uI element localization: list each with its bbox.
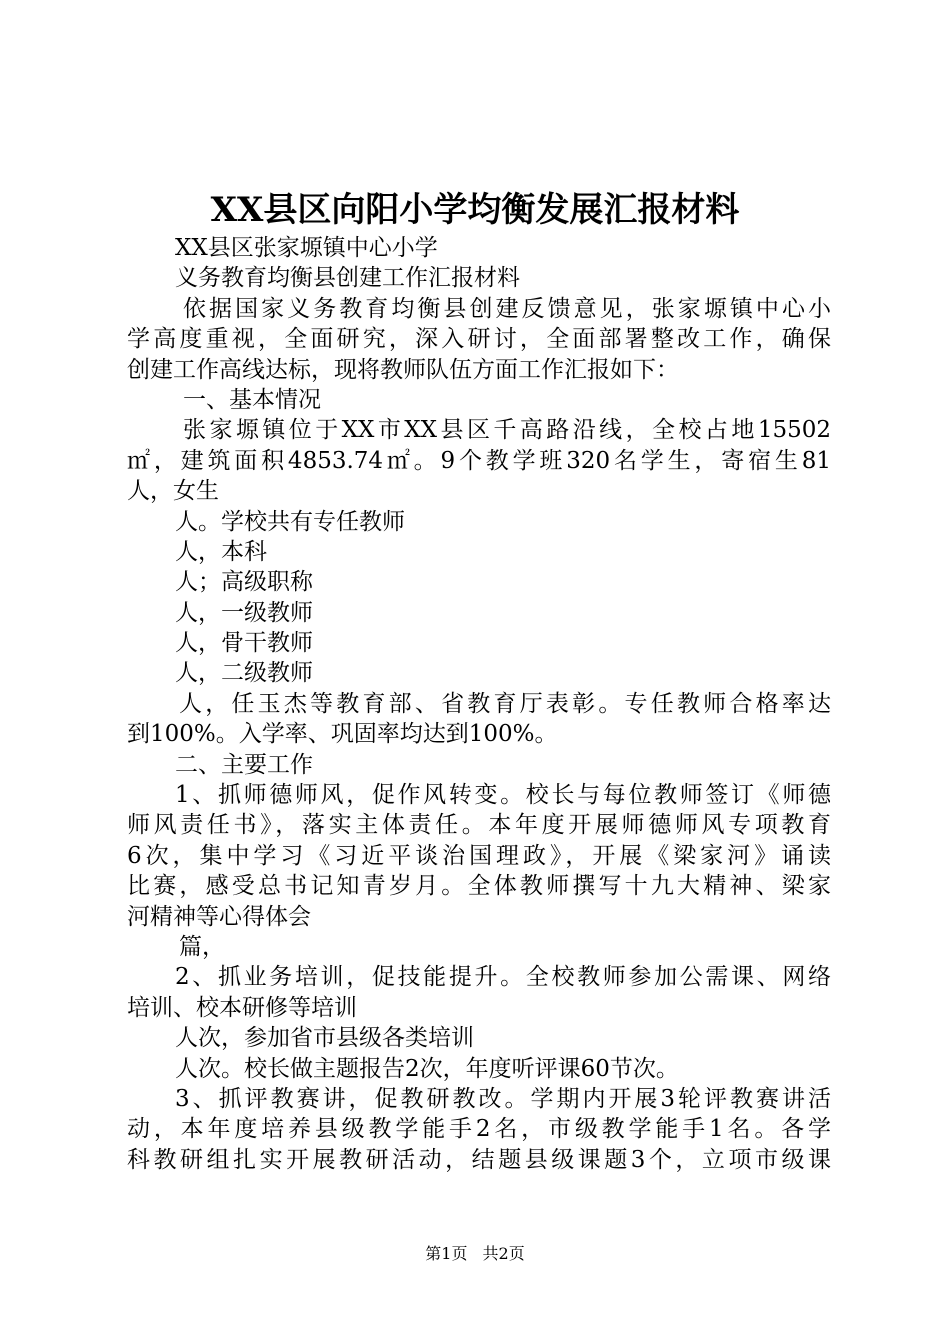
text-line: 人。学校共有专任教师 [175, 508, 405, 535]
text-line: 篇， [179, 933, 225, 960]
text-line: 人，一级教师 [175, 599, 313, 626]
page-total: 共2页 [482, 1244, 525, 1263]
text-line: 人，女生 [127, 478, 219, 505]
text-line: XX县区张家塬镇中心小学 [175, 235, 438, 261]
text-line: 人，二级教师 [175, 660, 313, 687]
text-line: ㎡，建筑面积4853.74㎡。9个教学班320名学生，寄宿生81 [127, 447, 831, 474]
text-line: 人，骨干教师 [175, 630, 313, 657]
text-line: 师风责任书》，落实主体责任。本年度开展师德师风专项教育 [127, 812, 831, 839]
text-line: 人，任玉杰等教育部、省教育厅表彰。专任教师合格率达 [179, 690, 831, 717]
text-line: 义务教育均衡县创建工作汇报材料 [175, 265, 520, 292]
text-line: 培训、校本研修等培训 [127, 994, 357, 1021]
text-line: 到100%。入学率、巩固率均达到100%。 [127, 721, 558, 748]
text-line: 1、抓师德师风，促作风转变。校长与每位教师签订《师德 [175, 782, 831, 809]
text-line: 河精神等心得体会 [127, 903, 311, 930]
text-line: 2、抓业务培训，促技能提升。全校教师参加公需课、网络 [175, 964, 831, 991]
page-footer [0, 1243, 950, 1265]
text-line: 二、主要工作 [175, 751, 313, 778]
text-line: 科教研组扎实开展教研活动，结题县级课题3个，立项市级课 [127, 1146, 831, 1173]
text-line: 人；高级职称 [175, 569, 313, 596]
text-line: 学高度重视，全面研究，深入研讨，全面部署整改工作，确保 [127, 326, 831, 353]
text-line: 比赛，感受总书记知青岁月。全体教师撰写十九大精神、梁家 [127, 873, 831, 900]
text-line: 人次。校长做主题报告2次，年度听评课60节次。 [175, 1055, 679, 1082]
document-body [127, 233, 831, 1175]
document-title: XX县区向阳小学均衡发展汇报材料 [210, 190, 740, 230]
text-line: 创建工作高线达标，现将教师队伍方面工作汇报如下： [127, 356, 679, 383]
text-line: 人次，参加省市县级各类培训 [175, 1025, 474, 1052]
text-line: 3、抓评教赛讲，促教研教改。学期内开展3轮评教赛讲活 [175, 1085, 831, 1112]
page-number: 第1页 [425, 1244, 468, 1263]
text-line: 依据国家义务教育均衡县创建反馈意见，张家塬镇中心小 [183, 295, 831, 322]
text-line: 一、基本情况 [183, 386, 321, 413]
text-line: 动，本年度培养县级教学能手2名，市级教学能手1名。各学 [127, 1116, 831, 1143]
text-line: 张家塬镇位于XX市XX县区千高路沿线，全校占地15502 [183, 417, 831, 444]
text-line: 人，本科 [175, 538, 267, 565]
text-line: 6次，集中学习《习近平谈治国理政》，开展《梁家河》诵读 [127, 842, 831, 869]
